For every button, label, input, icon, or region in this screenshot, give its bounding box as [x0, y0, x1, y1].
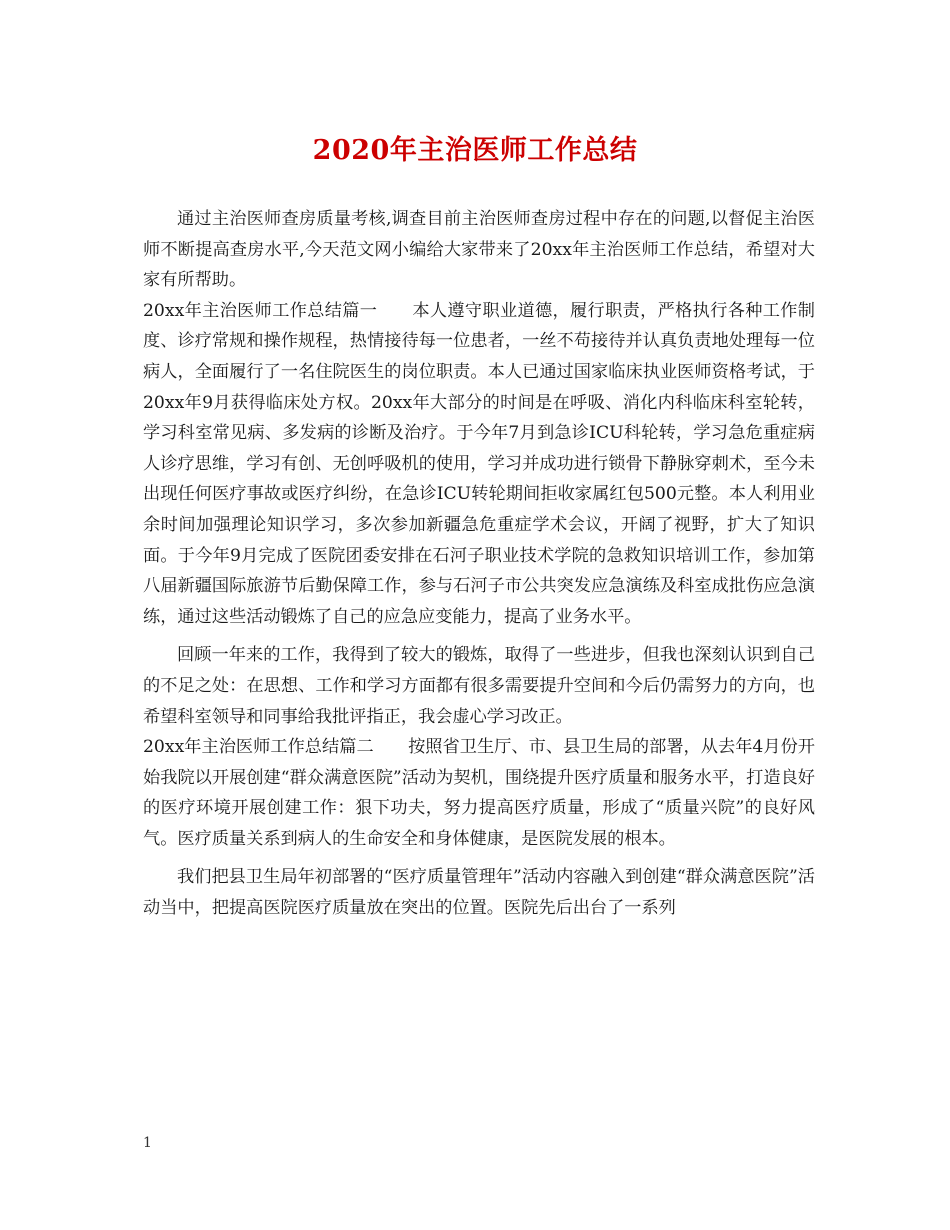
section-two-paragraph: 20xx年主治医师工作总结篇二 按照省卫生厅、市、县卫生局的部署，从去年4月份开始我院以开展创建“群众满意医院”活动为契机，围绕提升医疗质量和服务水平，打造良好的医疗环境开展创建工作：狠下功夫，努力提高医疗质量，形成了“质量兴院”的良好风气。医疗质量关系到病人的生命安全和身体健康，是医院发展的根本。 — [143, 737, 815, 849]
quality-year-paragraph: 我们把县卫生局年初部署的“医疗质量管理年”活动内容融入到创建“群众满意医院”活动当中，把提高医院医疗质量放在突出的位置。医院先后出台了一系列 — [143, 867, 815, 919]
page-number: 1 — [143, 1135, 152, 1151]
document-body — [143, 204, 815, 924]
section-one-paragraph: 20xx年主治医师工作总结篇一 本人遵守职业道德，履行职责，严格执行各种工作制度、诊疗常规和操作规程，热情接待每一位患者，一丝不苟接待并认真负责地处理每一位病人，全面履行了一名住院医生的岗位职责。本人已通过国家临床执业医师资格考试，于20xx年9月获得临床处方权。20xx年大部分的时间是在呼吸、消化内科临床科室轮转，学习科室常见病、多发病的诊断及治疗。于今年7月到急诊ICU科轮转，学习急危重症病人诊疗思维，学习有创、无创呼吸机的使用，学习并成功进行锁骨下静脉穿刺术，至今未出现任何医疗事故或医疗纠纷，在急诊ICU转轮期间拒收家属红包500元整。本人利用业余时间加强理论知识学习，多次参加新疆急危重症学术会议，开阔了视野，扩大了知识面。于今年9月完成了医院团委安排在石河子职业技术学院的急救知识培训工作，参加第八届新疆国际旅游节后勤保障工作，参与石河子市公共突发应急演练及科室成批伤应急演练，通过这些活动锻炼了自己的应急应变能力，提高了业务水平。 — [143, 300, 815, 627]
intro-paragraph: 通过主治医师查房质量考核,调查目前主治医师查房过程中存在的问题,以督促主治医师不断提高查房水平,今天范文网小编给大家带来了20xx年主治医师工作总结，希望对大家有所帮助。 — [143, 209, 815, 291]
review-paragraph: 回顾一年来的工作，我得到了较大的锻炼，取得了一些进步，但我也深刻认识到自己的不足之处：在思想、工作和学习方面都有很多需要提升空间和今后仍需努力的方向，也希望科室领导和同事给我批评指正，我会虚心学习改正。 — [143, 645, 815, 727]
document-title: 2020年主治医师工作总结 — [312, 135, 638, 166]
